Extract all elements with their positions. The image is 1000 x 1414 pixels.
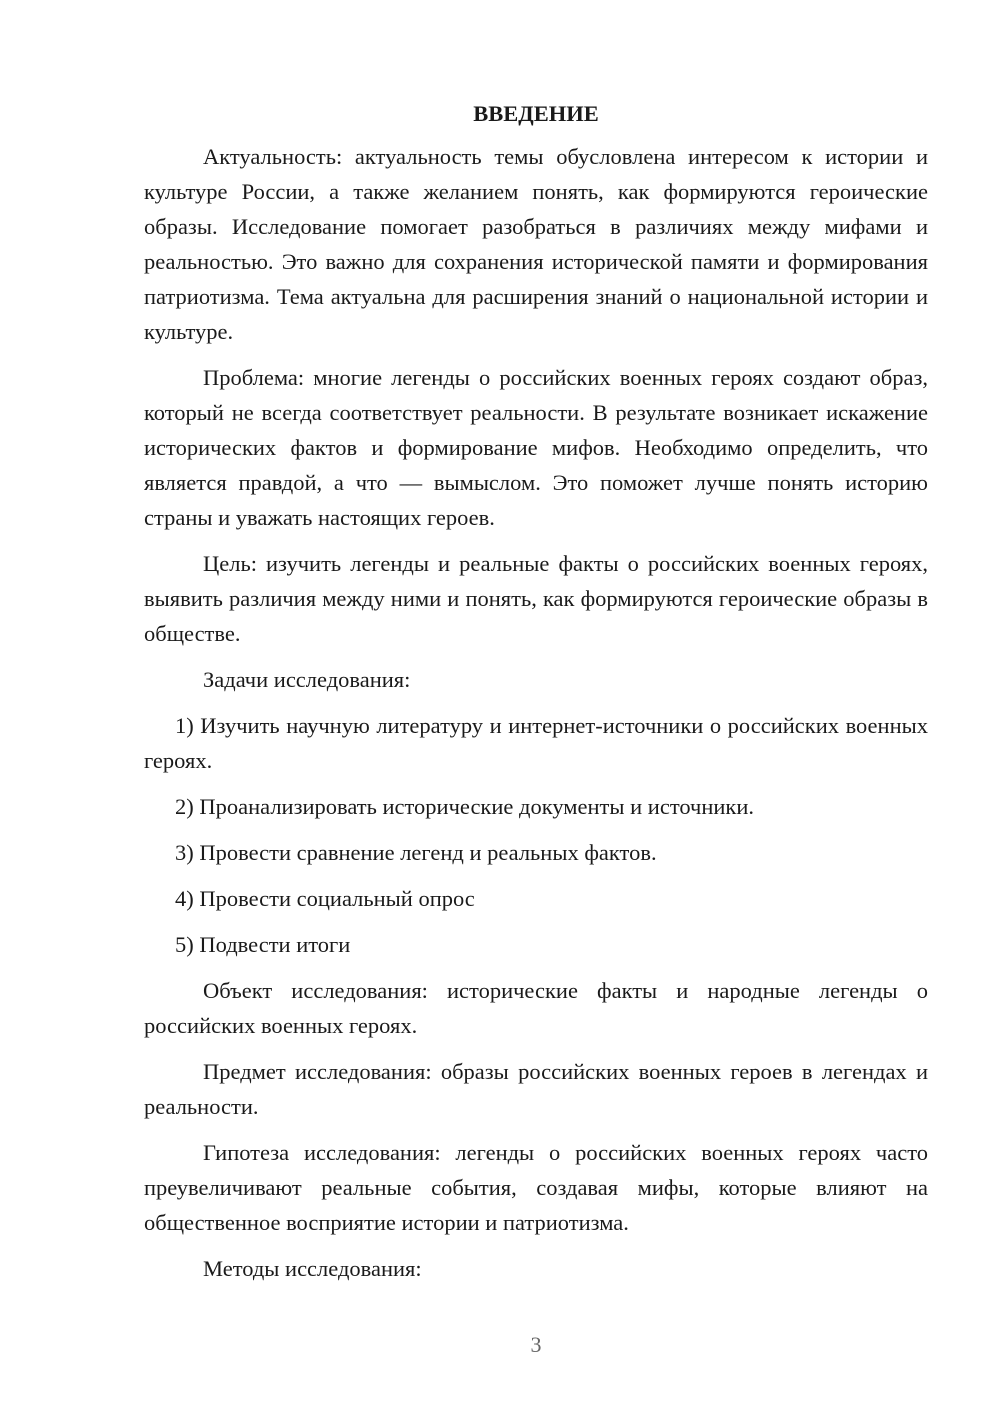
subject-paragraph: Предмет исследования: образы российских военных героев в легендах и реальности.: [144, 1059, 928, 1119]
tasks-heading: Задачи исследования:: [203, 667, 411, 692]
task-item: 5) Подвести итоги: [175, 932, 351, 957]
task-item: 4) Провести социальный опрос: [175, 886, 475, 911]
page-number: 3: [530, 1332, 542, 1357]
problem-paragraph: Проблема: многие легенды о российских военных героях создают образ, который не всегда соответствует реальности. В результате возникает искажение исторических фактов и формирование мифов. Необходимо определить, что является правдой, а что — вымыслом. Это поможет лучше понять историю страны и уважать настоящих героев.: [144, 365, 928, 530]
section-heading: ВВЕДЕНИЕ: [473, 101, 599, 126]
task-item: 1) Изучить научную литературу и интернет-источники о российских военных героях.: [144, 713, 928, 773]
methods-heading: Методы исследования:: [203, 1256, 422, 1281]
object-paragraph: Объект исследования: исторические факты и народные легенды о российских военных героях.: [144, 978, 928, 1038]
task-item: 3) Провести сравнение легенд и реальных фактов.: [175, 840, 657, 865]
hypothesis-paragraph: Гипотеза исследования: легенды о российских военных героях часто преувеличивают реальные события, создавая мифы, которые влияют на общественное восприятие истории и патриотизма.: [144, 1140, 928, 1235]
relevance-paragraph: Актуальность: актуальность темы обусловлена интересом к истории и культуре России, а также желанием понять, как формируются героические образы. Исследование помогает разобраться в различиях между мифами и реальностью. Это важно для сохранения исторической памяти и формирования патриотизма. Тема актуальна для расширения знаний о национальной истории и культуре.: [144, 144, 928, 344]
task-item: 2) Проанализировать исторические документы и источники.: [175, 794, 755, 819]
document-page: [144, 96, 928, 1297]
goal-paragraph: Цель: изучить легенды и реальные факты о российских военных героях, выявить различия между ними и понять, как формируются героические образы в обществе.: [144, 551, 928, 646]
